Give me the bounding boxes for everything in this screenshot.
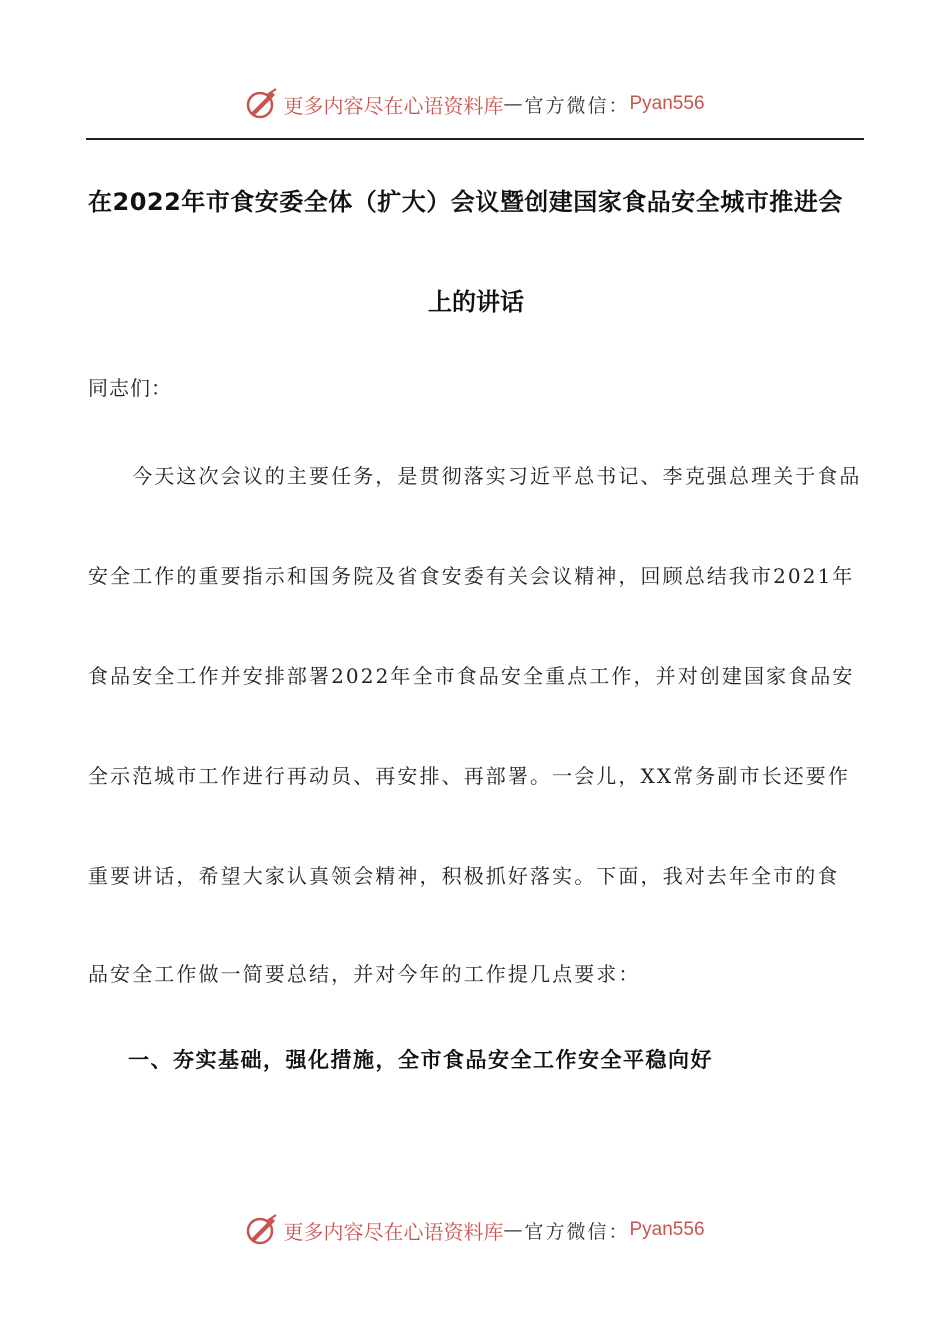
watermark-separator: — bbox=[503, 93, 525, 115]
watermark-brand: 更多内容尽在心语资料库 bbox=[283, 93, 504, 118]
paragraph-line: 品安全工作做一简要总结，并对今年的工作提几点要求： bbox=[88, 962, 641, 986]
watermark-label: 官方微信： bbox=[524, 94, 630, 117]
document-title-line-1: 在2022年市食安委全体（扩大）会议暨创建国家食品安全城市推进会 bbox=[88, 188, 843, 216]
header-watermark bbox=[0, 84, 950, 124]
quill-pen-logo-icon bbox=[245, 87, 279, 121]
document-title-line-2: 上的讲话 bbox=[428, 288, 524, 316]
paragraph-line: 重要讲话，希望大家认真领会精神，积极抓好落实。下面，我对去年全市的食 bbox=[88, 864, 840, 888]
watermark-separator: — bbox=[503, 1219, 525, 1241]
quill-pen-logo-icon bbox=[245, 1213, 279, 1247]
watermark-brand: 更多内容尽在心语资料库 bbox=[283, 1219, 504, 1244]
paragraph-line: 全示范城市工作进行再动员、再安排、再部署。一会儿，XX常务副市长还要作 bbox=[88, 764, 850, 788]
salutation: 同志们： bbox=[88, 376, 172, 400]
paragraph-line: 今天这次会议的主要任务，是贯彻落实习近平总书记、李克强总理关于食品 bbox=[88, 464, 862, 488]
watermark-wechat-id: Pyan556 bbox=[629, 1219, 705, 1240]
footer-watermark bbox=[0, 1210, 950, 1250]
paragraph-line: 安全工作的重要指示和国务院及省食安委有关会议精神，回顾总结我市2021年 bbox=[88, 564, 855, 588]
watermark-label: 官方微信： bbox=[524, 1220, 630, 1243]
section-heading: 一、夯实基础，强化措施，全市食品安全工作安全平稳向好 bbox=[128, 1048, 713, 1072]
watermark-wechat-id: Pyan556 bbox=[629, 93, 705, 114]
header-divider bbox=[86, 138, 864, 140]
paragraph-line: 食品安全工作并安排部署2022年全市食品安全重点工作，并对创建国家食品安 bbox=[88, 664, 855, 688]
